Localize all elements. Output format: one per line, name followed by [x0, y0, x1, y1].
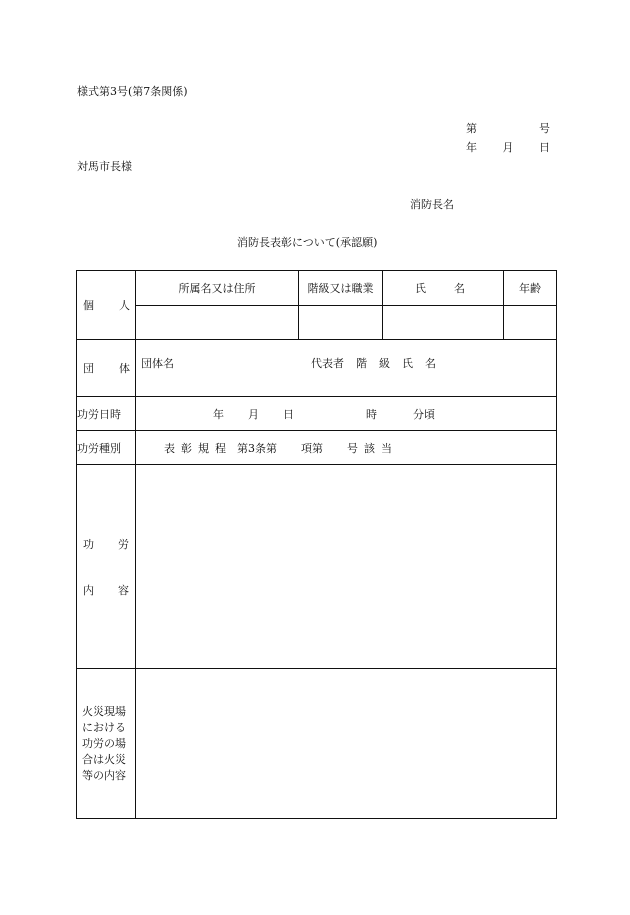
fire-details-row — [77, 669, 557, 819]
datetime-row — [77, 397, 557, 431]
sender-name: 消防長名 — [410, 198, 454, 211]
datetime-field[interactable] — [136, 397, 557, 431]
category-article: 第3条第 — [237, 441, 277, 455]
representative-rank-b: 級 — [379, 357, 390, 370]
datetime-hour: 時 — [366, 407, 377, 421]
name-header-left: 氏 — [415, 282, 426, 295]
addressee: 対馬市長様 — [77, 160, 132, 173]
datetime-minute: 分頃 — [413, 407, 435, 421]
representative-name-b: 名 — [425, 357, 436, 370]
group-row — [77, 340, 557, 397]
group-name-label: 団体名 — [141, 357, 174, 370]
name-header — [383, 271, 504, 306]
document-number-go: 号 — [539, 122, 550, 135]
fire-label-line-3: 功労の場 — [82, 736, 126, 750]
representative-label: 代表者 — [311, 357, 344, 370]
individual-label-left: 個 — [83, 299, 94, 312]
document-date — [466, 142, 550, 153]
category-field[interactable] — [136, 431, 557, 465]
content-label-2b: 容 — [118, 583, 129, 597]
datetime-year: 年 — [213, 407, 224, 421]
fire-details-label-cell — [77, 669, 136, 819]
date-year: 年 — [466, 141, 477, 154]
date-month: 月 — [502, 141, 514, 154]
content-label-1b: 労 — [118, 537, 129, 551]
fire-label-line-4: 合は火災 — [82, 752, 126, 766]
content-field[interactable] — [136, 465, 557, 669]
name-header-right: 名 — [454, 282, 465, 295]
fire-label-line-1: 火災現場 — [82, 704, 126, 718]
document-number — [466, 123, 550, 134]
content-label-cell — [77, 465, 136, 669]
fire-label-line-5: 等の内容 — [82, 768, 126, 782]
category-word-4: 程 — [215, 441, 226, 455]
individual-label-right: 人 — [119, 299, 130, 312]
datetime-label: 功労日時 — [77, 397, 136, 431]
category-item: 項第 — [301, 441, 323, 455]
individual-header-row — [77, 271, 557, 306]
content-label-2a: 内 — [83, 583, 94, 597]
category-word-5: 該 — [364, 441, 375, 455]
individual-entry-row — [77, 306, 557, 340]
content-row — [77, 465, 557, 669]
form-number: 様式第3号(第7条関係) — [77, 85, 188, 98]
representative-name-a: 氏 — [402, 357, 413, 370]
category-word-2: 彰 — [181, 441, 192, 455]
affiliation-header: 所属名又は住所 — [136, 271, 299, 306]
group-label-cell — [77, 340, 136, 397]
fire-details-field[interactable] — [136, 669, 557, 819]
document-title: 消防長表彰について(承認願) — [237, 236, 378, 249]
fire-label-line-2: における — [82, 720, 126, 734]
datetime-day: 日 — [283, 407, 294, 421]
group-field[interactable] — [136, 340, 557, 397]
datetime-month: 月 — [248, 407, 259, 421]
category-word-6: 当 — [381, 441, 392, 455]
group-label-right: 体 — [119, 362, 130, 375]
group-label-left: 団 — [83, 362, 94, 375]
name-field[interactable] — [383, 306, 504, 340]
representative-rank-a: 階 — [356, 357, 367, 370]
commendation-form-table — [76, 270, 557, 819]
date-day: 日 — [539, 141, 550, 154]
age-header: 年齢 — [504, 271, 557, 306]
affiliation-field[interactable] — [136, 306, 299, 340]
category-word-3: 規 — [198, 441, 209, 455]
category-go: 号 — [347, 441, 358, 455]
rank-field[interactable] — [299, 306, 383, 340]
individual-label-cell — [77, 271, 136, 340]
category-row — [77, 431, 557, 465]
age-field[interactable] — [504, 306, 557, 340]
content-label-1a: 功 — [83, 537, 94, 551]
rank-header: 階級又は職業 — [299, 271, 383, 306]
document-number-dai: 第 — [466, 122, 477, 135]
category-label: 功労種別 — [77, 431, 136, 465]
category-word-1: 表 — [164, 441, 175, 455]
